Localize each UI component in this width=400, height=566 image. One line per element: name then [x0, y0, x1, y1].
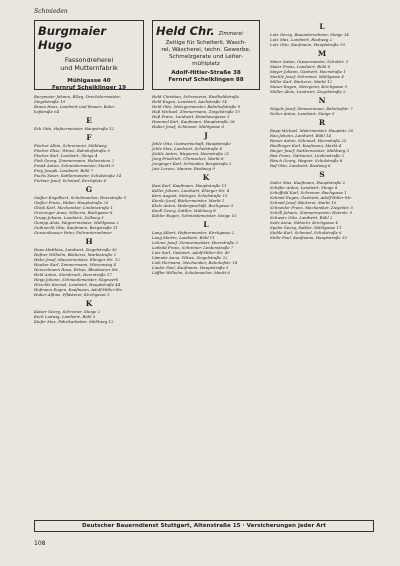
directory-entry: Schöll Johann, Zimmermeister, Heerstr. 9	[270, 210, 352, 215]
directory-entry: Seitz Anna, Näherin, Kirchgasse 4	[270, 220, 338, 225]
directory-entry: Maier Anton, Gipsermeister, Schulstr. 3	[270, 59, 349, 64]
directory-entry: Rau Johann, Landwirt, Bühl 14	[270, 133, 331, 138]
directory-entry: Rist Franz, Gärtnerei, Lindenstraße 2	[270, 153, 345, 158]
section-letter: H	[85, 237, 93, 246]
directory-entry: Heß Michael, Zimmermann, Ziegelstraße 15	[152, 109, 240, 114]
advert-line: Schmelzgerate und Leiter-	[169, 54, 243, 60]
column-2	[152, 20, 260, 514]
section-letter: E	[86, 116, 92, 125]
directory-entry: Grupp Johann, Landwirt, Zollweg 3	[34, 215, 104, 220]
section-letter: M	[317, 49, 327, 58]
entries-column-3	[270, 22, 374, 518]
page-header: Schmieden	[34, 8, 68, 15]
advert-line: und Mutternfabrik	[60, 64, 118, 72]
directory-entry: Keck Ludwig, Landwirt, Bühl 3	[34, 314, 96, 319]
directory-entry: Furtner Josef, Schmied, Kirchplatz 6	[34, 178, 107, 183]
directory-entry: Lang Martin, Landwirt, Bühl 11	[152, 235, 215, 240]
section-letter: S	[319, 170, 325, 179]
directory-entry: Gaißer Engelbert, Schuhmacher, Heerstraße 5	[34, 195, 127, 200]
entries-column-1	[34, 94, 144, 514]
directory-entry: Stöhr Paul, Kaufmann, Hauptstraße 33	[270, 235, 347, 240]
directory-entry: Leibold Franz, Schreiner, Lindenstraße 7	[152, 245, 234, 250]
directory-entry: Lutz Max, Landwirt, Riedweg 2	[270, 37, 333, 42]
advert-phone: Fernruf Schelklingen 88	[168, 77, 244, 83]
directory-entry: Fink Georg, Zimmermann, Hohenstein 2	[34, 158, 114, 163]
directory-entry: Schäfer Anton, Landwirt, Steige 8	[270, 185, 338, 190]
directory-entry: Kast Karl, Kaufmann, Hauptstraße 11	[152, 183, 227, 188]
directory-page	[34, 6, 374, 552]
directory-entry: Ruf Otto, Landwirt, Riedweg 6	[270, 163, 331, 168]
directory-entry: Lämmle Anna, Witwe, Ziegelstraße 22	[152, 255, 228, 260]
advert-phone: Fernruf Schelklinger 19	[51, 85, 127, 91]
directory-entry: Löffler Wilhelm, Schuhmacher, Markt 6	[152, 270, 230, 275]
directory-entry: Schmid Josef, Bäckerei, Markt 10	[270, 200, 337, 205]
directory-entry: Gunzenhauser Peter, Fuhrunternehmer	[34, 230, 112, 235]
directory-entry: Fischer Elise, Witwe, Bahnhofstraße 9	[34, 148, 110, 153]
directory-entry: Fuchs Xaver, Sattlermeister, Schulstraße 14	[34, 173, 122, 178]
directory-entry: Kern August, Metzger, Schulstraße 13	[152, 193, 228, 198]
directory-entry: Jutz Lorenz, Maurer, Riedweg 9	[152, 166, 215, 171]
advert-line: mühlplatz	[192, 61, 220, 67]
page-number: 108	[34, 540, 46, 547]
directory-entry: Hahn Josef, Maurermeister, Ehinger Str. 12	[34, 257, 120, 262]
directory-entry: Schwarz Otto, Landwirt, Bühl 2	[270, 215, 333, 220]
directory-entry: Kohler Eugen, Schmiedemeister, Steige 10	[152, 213, 237, 218]
directory-entry: Eck Otto, Hafnermeister, Haupstraße 12	[34, 126, 115, 131]
section-letter: R	[318, 118, 326, 127]
directory-entry: Heß Franz, Landwirt, Brauhausgasse 3	[152, 114, 230, 119]
directory-entry: Glück Karl, Mechaniker, Lindenstraße 1	[34, 205, 114, 210]
bottom-banner: Deutscher Bauerndienst Stuttgart, Altenstraße 15 · Versicherungen jeder Art	[34, 520, 374, 532]
directory-entry: Hauber Karl, Zimmermann, Wiesenweg 4	[34, 262, 117, 267]
section-letter: L	[319, 22, 325, 31]
directory-entry: Hummel Karl, Kaufmann, Hauptstraße 28	[152, 119, 235, 124]
directory-entry: Reiser Anton, Schmied, Heerstraße 25	[270, 138, 347, 143]
column-1	[34, 20, 144, 514]
directory-entry: Müller Alois, Landwirt, Ziegelstraße 2	[270, 89, 346, 94]
advert-burgmaier	[34, 20, 144, 90]
directory-entry: Lang Albert, Hafnermeister, Kirchgasse 2	[152, 230, 235, 235]
section-letter: F	[86, 133, 92, 142]
directory-entry: Huber Alfons, Pflästerer, Kirchgasse 5	[34, 292, 110, 297]
advert-name: Burgmaier Hugo	[38, 24, 107, 52]
advert-address: Mühlgasse 40	[67, 78, 111, 84]
directory-entry: Lehner Josef, Zimmermeister, Heerstraße 3	[152, 240, 238, 245]
directory-entry: Moser Eugen, Metzgerei, Kirchgasse 9	[270, 84, 347, 89]
directory-entry: Sailer Max, Kaufmann, Hauptstraße 2	[270, 180, 346, 185]
directory-entry: Linder Paul, Kaufmann, Hauptstraße 5	[152, 265, 229, 270]
column-3	[270, 20, 374, 518]
directory-entry: Hirschle Konrad, Landwirt, Hauptstraße 44	[34, 282, 121, 287]
directory-entry: Hepp Johann, Schmiedemeister, Sägewerk	[34, 277, 119, 282]
directory-entry: Lutz Otto, Kaufmann, Hauptstraße 19	[270, 42, 345, 47]
directory-entry: Schmid Eugen, Gastwirt, Adolf-Hitler-Str.	[270, 195, 352, 200]
directory-entry: Stehle Karl, Schmied, Schulstraße 6	[270, 230, 342, 235]
directory-entry: Gaißer Franz, Weber, Hauptstraße 20	[34, 200, 109, 205]
directory-entry: Knoll Georg, Sattler, Mühlweg 8	[152, 208, 216, 213]
directory-entry: Kiefer Max, Fabrikarbeiter, Mühlweg 12	[34, 319, 114, 324]
advert-held	[152, 20, 260, 90]
directory-entry: Riedlinger Karl, Kaufmann, Markt 4	[270, 143, 342, 148]
section-letter: J	[204, 131, 208, 140]
directory-entry: Lieb Hermann, Mechaniker, Bahnhofstr. 18	[152, 260, 238, 265]
directory-entry: Lutz Karl, Gastwirt, Adolf-Hitler-Str. 40	[152, 250, 230, 255]
advert-line: rel, Wäscherei, techn. Gewerbe,	[161, 47, 251, 53]
directory-entry: Nägele Josef, Zimmermann, Bahnhofstr. 7	[270, 106, 353, 111]
directory-entry: Mayer Johann, Gastwirt, Heerstraße 1	[270, 69, 346, 74]
directory-entry: Neher Anton, Landwirt, Steige 5	[270, 111, 335, 116]
directory-entry: Hofmann Eugen, Kaufmann, Adolf-Hitler-Str.	[34, 287, 123, 292]
directory-entry: Fischer Karl, Landwirt, Steige 4	[34, 153, 98, 158]
directory-entry: Rieger Josef, Sattlermeister, Mühlweg 3	[270, 148, 349, 153]
directory-entry: Held Christian, Schreinerei, Riedhaldstraße	[152, 94, 239, 99]
directory-entry: Jung Friedrich, Uhrmacher, Markt 8	[152, 156, 224, 161]
directory-entry: Jehle Otto, Gastwirtschaft, Hauptstraße	[152, 141, 231, 146]
directory-entry: Jehle Max, Landwirt, Schulstraße 4	[152, 146, 222, 151]
directory-entry: Gumpp Alois, Wagnermeister, Mühlgasse 2	[34, 220, 119, 225]
directory-entry: Rösch Georg, Wagner, Schulstraße 8	[270, 158, 343, 163]
directory-entry: Jäckle Anton, Wagnerei, Heerstraße 21	[152, 151, 230, 156]
directory-entry: Gretzinger Anna, Näherin, Bachgasse 8	[34, 210, 113, 215]
directory-entry: Gutknecht Otto, Kaufmann, Bergstraße 11	[34, 225, 118, 230]
directory-entry: Ziegelstraße 19	[34, 99, 66, 104]
section-letter: G	[85, 185, 93, 194]
section-letter: K	[85, 299, 93, 308]
directory-entry: Held Anton, Steinbruch, Heerstraße 17	[34, 272, 112, 277]
directory-entry: Merkle Josef, Schreiner, Mühlgasse 4	[270, 74, 344, 79]
directory-entry: Kaiser Georg, Schreiner, Steige 2	[34, 309, 101, 314]
advert-name	[156, 24, 256, 38]
directory-entry: Heinzelmann Rosa, Witwe, Blaubeurer Str.	[34, 267, 119, 272]
directory-entry: Klotz Anton, Malergeschäft, Bachgasse 5	[152, 203, 234, 208]
advert-tag: Zimmerei	[218, 31, 243, 37]
directory-entry: Huber Josef, Schlosser, Mühlgasse 6	[152, 124, 224, 129]
directory-entry: Lutz Georg, Bauunternehmer, Steige 14	[270, 32, 349, 37]
advert-name-text: Held Chr.	[156, 24, 215, 38]
directory-entry: Keller Johann, Landwirt, Ehinger Str. 4	[152, 188, 230, 193]
directory-entry: Spohn Georg, Sattler, Mühlgasse 11	[270, 225, 342, 230]
directory-entry: Miller Karl, Bäckerei, Markt 12	[270, 79, 333, 84]
directory-entry: Frank Anton, Schneidermeister, Markt 3	[34, 163, 115, 168]
directory-entry: hofstraße 64	[34, 109, 60, 114]
directory-entry: Schneider Franz, Mechaniker, Ziegelstr. 5	[270, 205, 354, 210]
directory-entry: Maier Franz, Landwirt, Bühl 6	[270, 64, 331, 69]
entries-column-2	[152, 94, 260, 514]
directory-entry: Held Otto, Metzgermeister, Bahnhofstraße 9	[152, 104, 241, 109]
directory-entry: Junginger Karl, Schneider, Bergstraße 2	[152, 161, 232, 166]
section-letter: N	[318, 96, 326, 105]
section-letter: L	[203, 220, 209, 229]
directory-entry: Braun Hans, Landwirt und Brauer, Bahn-	[34, 104, 116, 109]
advert-line: Zeitige für Scheiterli, Wasch-	[165, 40, 247, 46]
section-letter: K	[202, 173, 210, 182]
directory-entry: Scheffold Karl, Schreiner, Bachgasse 1	[270, 190, 347, 195]
directory-entry: Frey Joseph, Landwirt, Bühl 7	[34, 168, 94, 173]
directory-entry: Haas Matthias, Landwirt, Ziegelstraße 30	[34, 247, 117, 252]
directory-entry: Kienle Josef, Bäckermeister, Markt 1	[152, 198, 225, 203]
directory-entry: Burgmaier Johann, BDeg, Drechslermeister,	[34, 94, 121, 99]
advert-address: Adolf-Hitler-Straße 38	[171, 70, 241, 76]
directory-entry: Fischer Albin, Schreinerei, Mühlweg	[34, 143, 107, 148]
advert-line: Fassondreherei	[64, 56, 114, 64]
directory-entry: Rapp Michael, Malermeister, Hauptstr. 30	[270, 128, 354, 133]
directory-entry: Hafner Wilhelm, Bäckerei, Marktstraße 2	[34, 252, 117, 257]
directory-entry: Held Eugen, Landwirt, Aachstraße 14	[152, 99, 227, 104]
